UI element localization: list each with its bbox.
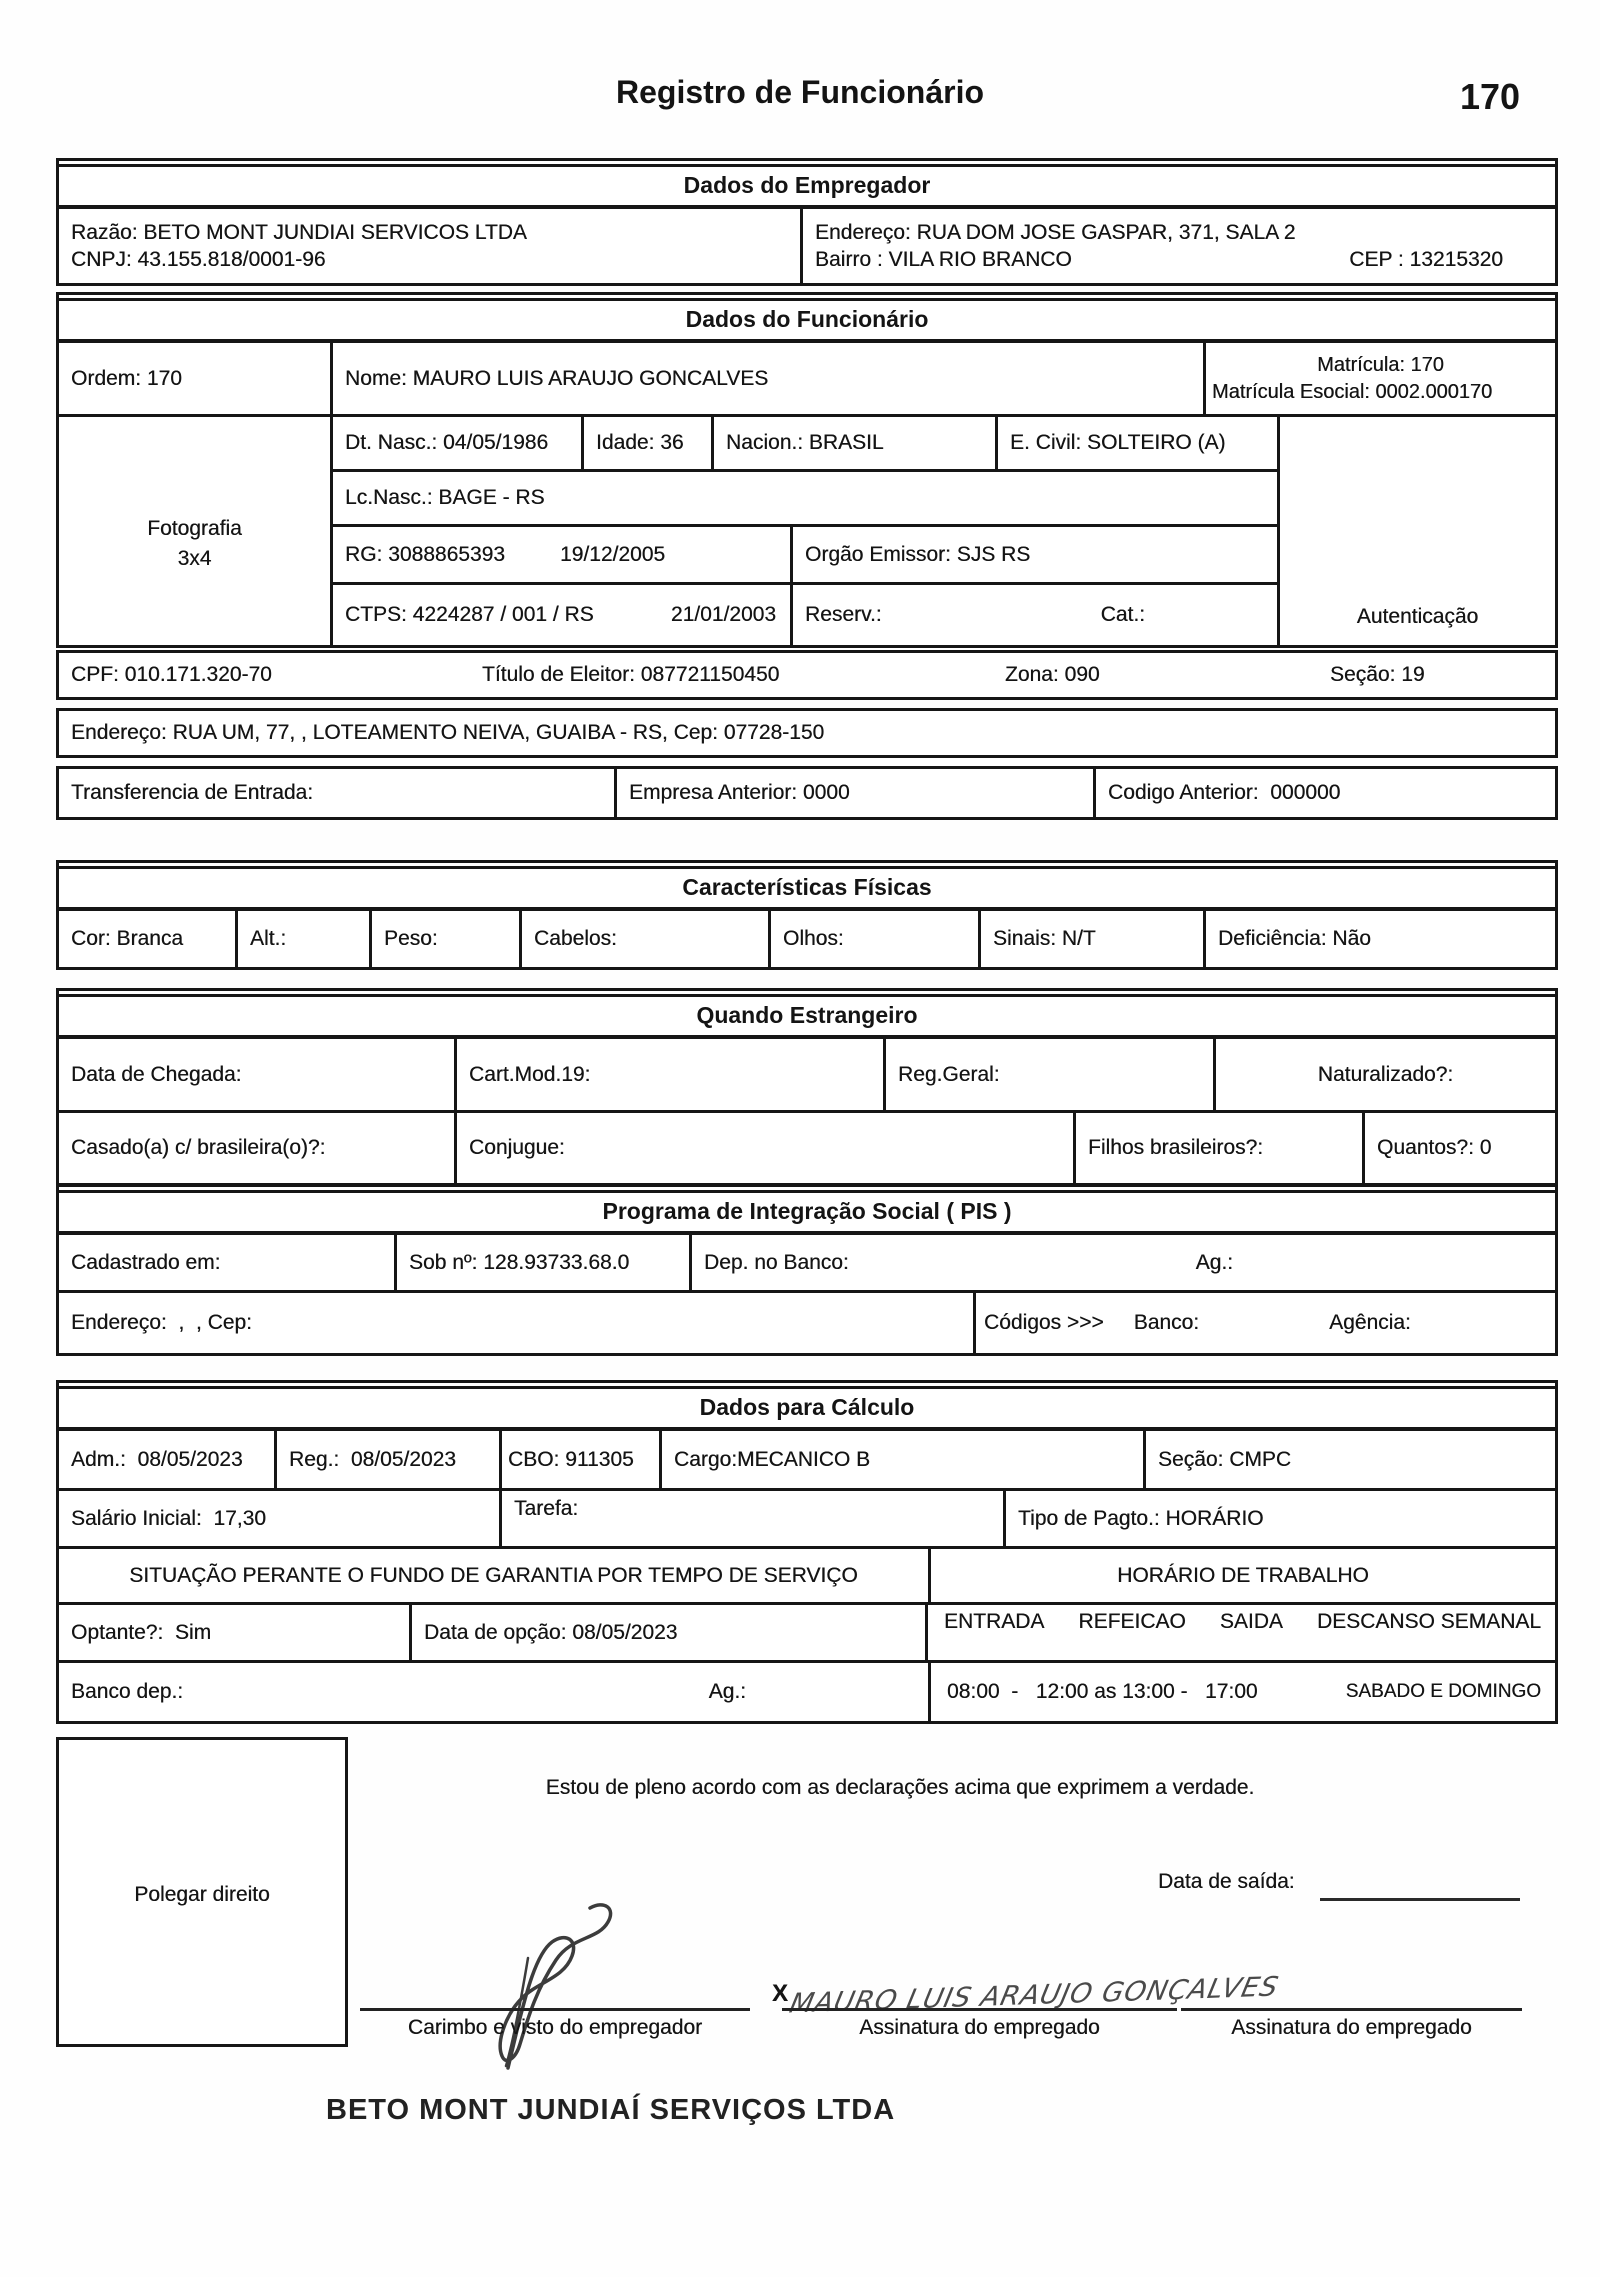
funcionario-titulo-eleitor: Título de Eleitor: 087721150450 bbox=[482, 663, 780, 686]
estr-data-chegada: Data de Chegada: bbox=[71, 1062, 242, 1086]
funcionario-orgao-emissor: Orgão Emissor: SJS RS bbox=[805, 542, 1031, 566]
assinatura-label-2: Assinatura do empregado bbox=[1231, 2016, 1472, 2039]
carimbo-visto-assinatura bbox=[432, 1898, 662, 2070]
estr-casado: Casado(a) c/ brasileira(o)?: bbox=[71, 1136, 326, 1159]
calc-tarefa: Tarefa: bbox=[514, 1497, 579, 1520]
calc-tipo-pagto: Tipo de Pagto.: HORÁRIO bbox=[1018, 1506, 1264, 1530]
data-saida-label: Data de saída: bbox=[1158, 1870, 1295, 1893]
foto-label-2: 3x4 bbox=[177, 547, 212, 570]
carac-peso: Peso: bbox=[384, 927, 438, 950]
transferencia-entrada: Transferencia de Entrada: bbox=[71, 781, 314, 804]
horario-col-saida: SAIDA bbox=[1219, 1610, 1283, 1633]
carac-cabelos: Cabelos: bbox=[534, 927, 617, 950]
empresa-anterior: Empresa Anterior: 0000 bbox=[629, 781, 850, 804]
funcionario-local-nascimento: Lc.Nasc.: BAGE - RS bbox=[345, 486, 545, 509]
foto-label-1: Fotografia bbox=[147, 517, 242, 540]
pis-cadastrado: Cadastrado em: bbox=[71, 1250, 221, 1274]
empregador-cep: CEP : 13215320 bbox=[1349, 247, 1503, 271]
pis-dep-banco: Dep. no Banco: bbox=[704, 1250, 849, 1274]
funcionario-matricula-esocial: Matrícula Esocial: 0002.000170 bbox=[1212, 380, 1493, 403]
estr-cart-mod: Cart.Mod.19: bbox=[469, 1062, 591, 1086]
page-number: 170 bbox=[1460, 76, 1521, 117]
pis-codigos: Códigos >>> bbox=[984, 1311, 1104, 1334]
funcionario-rg-data: 19/12/2005 bbox=[559, 542, 666, 566]
pis-agencia: Agência: bbox=[1329, 1311, 1411, 1334]
funcionario-estado-civil: E. Civil: SOLTEIRO (A) bbox=[1010, 431, 1226, 454]
funcionario-dt-nasc: Dt. Nasc.: 04/05/1986 bbox=[345, 431, 549, 454]
horario-valor: 08:00 - 12:00 as 13:00 - 17:00 bbox=[947, 1680, 1258, 1703]
calc-cargo: Cargo:MECANICO B bbox=[674, 1447, 871, 1471]
horario-col-refeicao: REFEICAO bbox=[1078, 1610, 1186, 1633]
estr-conjugue: Conjugue: bbox=[469, 1136, 565, 1159]
carac-cor: Cor: Branca bbox=[71, 927, 184, 950]
funcionario-secao: Seção: 19 bbox=[1330, 663, 1425, 686]
calc-optante: Optante?: Sim bbox=[71, 1620, 212, 1644]
carac-sinais: Sinais: N/T bbox=[993, 927, 1096, 950]
section-caracteristicas bbox=[56, 860, 1558, 970]
section-dados-empregador bbox=[56, 158, 1558, 286]
funcionario-nome: Nome: MAURO LUIS ARAUJO GONCALVES bbox=[345, 366, 769, 390]
calc-cbo: CBO: 911305 bbox=[508, 1447, 634, 1471]
calc-salario: Salário Inicial: 17,30 bbox=[71, 1506, 266, 1530]
horario-col-descanso: DESCANSO SEMANAL bbox=[1316, 1610, 1541, 1633]
calc-secao: Seção: CMPC bbox=[1158, 1447, 1292, 1471]
pis-banco: Banco: bbox=[1133, 1311, 1200, 1334]
carac-alt: Alt.: bbox=[250, 927, 287, 950]
funcionario-ordem: Ordem: 170 bbox=[71, 366, 182, 390]
funcionario-zona: Zona: 090 bbox=[1005, 663, 1100, 686]
assinatura-line-2 bbox=[1181, 2008, 1522, 2011]
funcionario-ctps-data: 21/01/2003 bbox=[670, 603, 776, 626]
transferencia-row bbox=[56, 766, 1558, 820]
funcionario-endereco: Endereço: RUA UM, 77, , LOTEAMENTO NEIVA, GUAIBA - RS, Cep: 07728-150 bbox=[71, 721, 825, 744]
carac-deficiencia: Deficiência: Não bbox=[1218, 927, 1371, 950]
pis-ag: Ag.: bbox=[1195, 1250, 1233, 1274]
data-saida-line bbox=[1320, 1898, 1520, 1901]
pis-endereco: Endereço: , , Cep: bbox=[71, 1311, 252, 1334]
empregador-bairro: Bairro : VILA RIO BRANCO bbox=[815, 247, 1072, 271]
empregador-razao: Razão: BETO MONT JUNDIAI SERVICOS LTDA bbox=[71, 220, 527, 244]
funcionario-ctps: CTPS: 4224287 / 001 / RS bbox=[345, 603, 594, 626]
calc-data-opcao: Data de opção: 08/05/2023 bbox=[424, 1620, 678, 1644]
horario-col-entrada: ENTRADA bbox=[944, 1610, 1045, 1633]
estr-reg-geral: Reg.Geral: bbox=[898, 1062, 1000, 1086]
endereco-row bbox=[56, 708, 1558, 758]
cpf-row bbox=[56, 650, 1558, 700]
page-title: Registro de Funcionário bbox=[615, 74, 985, 110]
calc-adm: Adm.: 08/05/2023 bbox=[71, 1447, 243, 1471]
section-title: Características Físicas bbox=[59, 866, 1555, 911]
calc-reg: Reg.: 08/05/2023 bbox=[289, 1447, 456, 1471]
codigo-anterior: Codigo Anterior: 000000 bbox=[1108, 781, 1341, 804]
section-quando-estrangeiro bbox=[56, 988, 1558, 1186]
autenticacao-box bbox=[1280, 417, 1555, 645]
assinatura-x-mark: X bbox=[772, 1980, 789, 2007]
funcionario-nacionalidade: Nacion.: BRASIL bbox=[726, 431, 884, 454]
descanso-valor: SABADO E DOMINGO bbox=[1345, 1681, 1541, 1702]
declaracao-texto: Estou de pleno acordo com as declarações acima que exprimem a verdade. bbox=[545, 1776, 1255, 1799]
carac-olhos: Olhos: bbox=[783, 927, 844, 950]
calc-banco-dep: Banco dep.: bbox=[71, 1680, 184, 1703]
funcionario-matricula: Matrícula: 170 bbox=[1317, 353, 1444, 376]
polegar-label: Polegar direito bbox=[134, 1883, 270, 1906]
section-title: Dados para Cálculo bbox=[59, 1386, 1555, 1431]
empregador-cnpj: CNPJ: 43.155.818/0001-96 bbox=[71, 247, 326, 271]
assinatura-label-1: Assinatura do empregado bbox=[859, 2016, 1100, 2039]
section-title: Quando Estrangeiro bbox=[59, 994, 1555, 1039]
carimbo-label: Carimbo e visto do empregador bbox=[407, 2016, 703, 2039]
carimbo-empresa: BETO MONT JUNDIAÍ SERVIÇOS LTDA bbox=[326, 2094, 896, 2126]
calc-horario-titulo: HORÁRIO DE TRABALHO bbox=[1117, 1563, 1369, 1587]
section-title: Programa de Integração Social ( PIS ) bbox=[59, 1190, 1555, 1235]
funcionario-reserv: Reserv.: bbox=[805, 603, 882, 626]
estr-quantos: Quantos?: 0 bbox=[1377, 1136, 1492, 1159]
autenticacao-label: Autenticação bbox=[1356, 605, 1479, 628]
estr-naturalizado: Naturalizado?: bbox=[1317, 1062, 1454, 1086]
assinatura-line-1 bbox=[782, 2008, 1177, 2011]
estr-filhos: Filhos brasileiros?: bbox=[1088, 1136, 1264, 1159]
section-title: Dados do Empregador bbox=[59, 164, 1555, 209]
assinatura-manuscrita: MAURO LUIS ARAUJO GONÇALVES bbox=[787, 1971, 1283, 2020]
pis-sob-no: Sob nº: 128.93733.68.0 bbox=[409, 1250, 630, 1274]
calc-fgts-titulo: SITUAÇÃO PERANTE O FUNDO DE GARANTIA POR TEMPO DE SERVIÇO bbox=[129, 1563, 858, 1587]
empregador-endereco: Endereço: RUA DOM JOSE GASPAR, 371, SALA 2 bbox=[815, 220, 1296, 244]
calc-ag: Ag.: bbox=[708, 1680, 746, 1703]
funcionario-cpf: CPF: 010.171.320-70 bbox=[71, 663, 272, 686]
funcionario-idade: Idade: 36 bbox=[596, 431, 684, 454]
section-dados-funcionario bbox=[56, 292, 1558, 648]
section-title: Dados do Funcionário bbox=[59, 298, 1555, 343]
funcionario-rg: RG: 3088865393 bbox=[345, 542, 505, 566]
carimbo-line bbox=[360, 2008, 750, 2011]
foto-3x4-box bbox=[59, 417, 333, 645]
funcionario-cat: Cat.: bbox=[1100, 603, 1145, 626]
section-dados-calculo bbox=[56, 1380, 1558, 1724]
section-pis bbox=[56, 1184, 1558, 1356]
